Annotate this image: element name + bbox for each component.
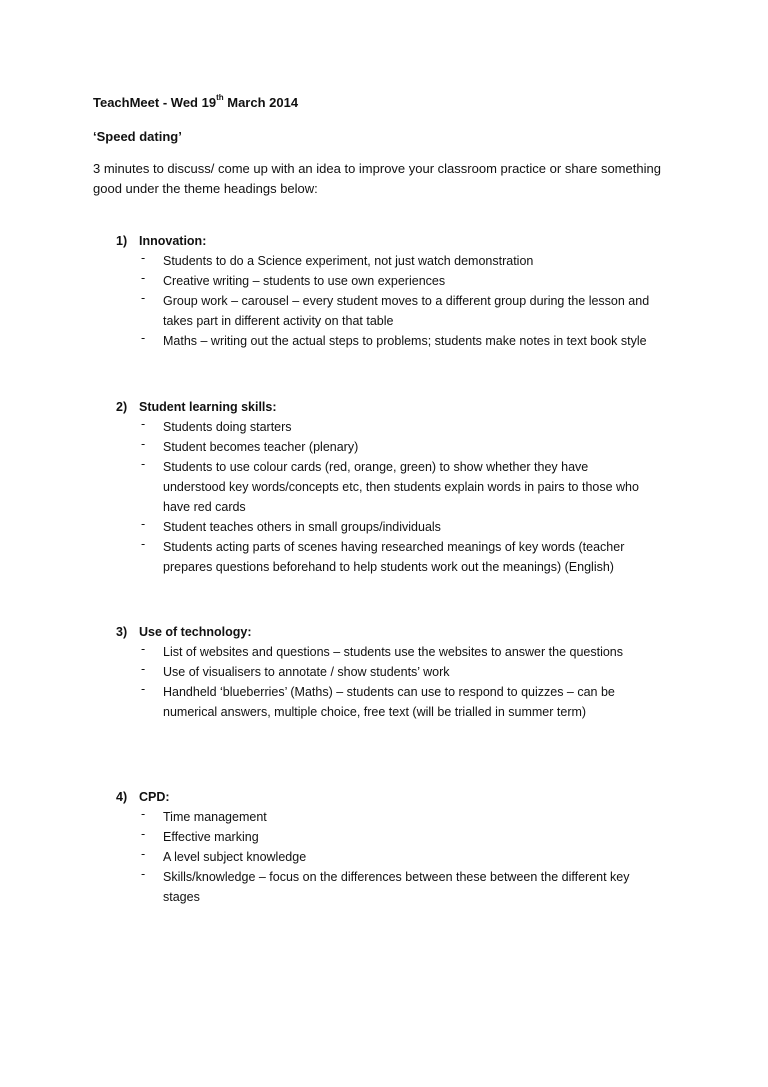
bullet-dash: - (141, 271, 146, 285)
list-item-line: Students to use colour cards (red, orange, green) to show whether they have (163, 460, 589, 474)
list-item-line: Use of visualisers to annotate / show students’ work (163, 665, 450, 679)
list-item-line: Maths – writing out the actual steps to problems; students make notes in text book style (163, 334, 647, 348)
document-title (93, 93, 298, 113)
list-item (116, 867, 716, 907)
section-number: 1) (116, 234, 128, 248)
list-item-line: Skills/knowledge – focus on the differences between these between the different key (163, 870, 630, 884)
section-heading (116, 622, 716, 642)
list-item-line: Creative writing – students to use own experiences (163, 274, 446, 288)
section-heading (116, 397, 716, 417)
bullet-dash: - (141, 682, 146, 696)
list-item (116, 271, 716, 291)
section-number: 3) (116, 625, 128, 639)
intro-paragraph (93, 159, 693, 199)
bullet-dash: - (141, 331, 146, 345)
section (116, 787, 716, 907)
section-heading (116, 787, 716, 807)
list-item (116, 642, 716, 662)
title-superscript: th (216, 93, 224, 102)
list-item (116, 662, 716, 682)
list-item (116, 331, 716, 351)
bullet-dash: - (141, 437, 146, 451)
title-suffix: March 2014 (223, 95, 299, 110)
list-item-line: List of websites and questions – students use the websites to answer the questions (163, 645, 623, 659)
list-item-line: takes part in different activity on that table (163, 314, 394, 328)
section (116, 622, 716, 722)
list-item-line: A level subject knowledge (163, 850, 307, 864)
bullet-dash: - (141, 417, 146, 431)
section (116, 397, 716, 577)
title-text: TeachMeet - Wed 19 (93, 95, 217, 110)
list-item-line: Student becomes teacher (plenary) (163, 440, 359, 454)
list-item-line: understood key words/concepts etc, then students explain words in pairs to those who (163, 480, 639, 494)
list-item-line: numerical answers, multiple choice, free text (will be trialled in summer term) (163, 705, 587, 719)
section-number: 4) (116, 790, 128, 804)
list-item-line: Group work – carousel – every student moves to a different group during the lesson and (163, 294, 650, 308)
list-item (116, 807, 716, 827)
list-item (116, 682, 716, 722)
list-item-line: Students to do a Science experiment, not just watch demonstration (163, 254, 534, 268)
list-item-line: Time management (163, 810, 267, 824)
bullet-dash: - (141, 867, 146, 881)
list-item-line: stages (163, 890, 200, 904)
list-item (116, 437, 716, 457)
list-item (116, 827, 716, 847)
list-item-line: Student teaches others in small groups/individuals (163, 520, 441, 534)
list-item (116, 847, 716, 867)
list-item-line: Students doing starters (163, 420, 292, 434)
section-heading-text: Student learning skills: (139, 400, 277, 414)
list-item (116, 457, 716, 517)
document-subtitle: ‘Speed dating’ (93, 129, 182, 144)
bullet-dash: - (141, 457, 146, 471)
bullet-dash: - (141, 847, 146, 861)
bullet-dash: - (141, 642, 146, 656)
section (116, 231, 716, 351)
list-item (116, 291, 716, 331)
list-item-line: have red cards (163, 500, 246, 514)
intro-line: good under the theme headings below: (93, 181, 318, 196)
intro-line: 3 minutes to discuss/ come up with an idea to improve your classroom practice or share something (93, 161, 661, 176)
section-heading-text: CPD: (139, 790, 170, 804)
list-item (116, 251, 716, 271)
bullet-dash: - (141, 517, 146, 531)
list-item (116, 517, 716, 537)
bullet-dash: - (141, 807, 146, 821)
bullet-dash: - (141, 291, 146, 305)
bullet-dash: - (141, 537, 146, 551)
bullet-dash: - (141, 251, 146, 265)
list-item-line: Effective marking (163, 830, 259, 844)
list-item (116, 417, 716, 437)
list-item-line: prepares questions beforehand to help students work out the meanings) (English) (163, 560, 614, 574)
section-heading-text: Use of technology: (139, 625, 252, 639)
section-heading (116, 231, 716, 251)
list-item-line: Students acting parts of scenes having researched meanings of key words (teacher (163, 540, 625, 554)
bullet-dash: - (141, 827, 146, 841)
section-heading-text: Innovation: (139, 234, 207, 248)
list-item-line: Handheld ‘blueberries’ (Maths) – students can use to respond to quizzes – can be (163, 685, 615, 699)
bullet-dash: - (141, 662, 146, 676)
section-number: 2) (116, 400, 128, 414)
list-item (116, 537, 716, 577)
